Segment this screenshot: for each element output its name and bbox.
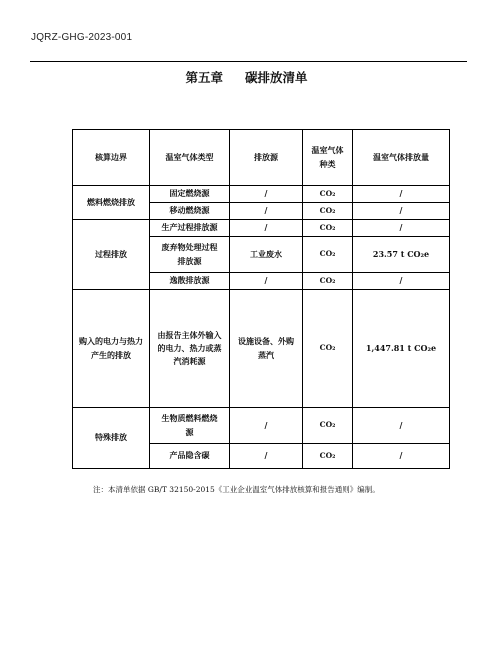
- source-cell: /: [230, 444, 303, 469]
- header-boundary: 核算边界: [73, 130, 150, 186]
- table-header-row: [73, 130, 450, 186]
- chapter-name: 碳排放清单: [245, 70, 308, 85]
- source-cell: /: [230, 220, 303, 237]
- source-cell: /: [230, 186, 303, 203]
- table-row: [73, 220, 450, 237]
- source-cell: 工业废水: [230, 237, 303, 273]
- gas-kind-cell: CO₂: [303, 186, 353, 203]
- table-row: [73, 186, 450, 203]
- source-cell: /: [230, 408, 303, 444]
- gas-type-cell: 生产过程排放源: [150, 220, 230, 237]
- amount-cell: /: [353, 444, 450, 469]
- amount-cell: 23.57 t CO₂e: [353, 237, 450, 273]
- amount-cell: /: [353, 203, 450, 220]
- header-emission-amount: 温室气体排放量: [353, 130, 450, 186]
- gas-kind-cell: CO₂: [303, 408, 353, 444]
- boundary-cell: 燃料燃烧排放: [73, 186, 150, 220]
- table-row: [73, 290, 450, 408]
- table-row: [73, 408, 450, 444]
- table-footnote: 注：本清单依据 GB/T 32150-2015《工业企业温室气体排放核算和报告通则》编制。: [93, 485, 380, 494]
- boundary-cell: 特殊排放: [73, 408, 150, 469]
- gas-type-cell: 移动燃烧源: [150, 203, 230, 220]
- gas-type-cell: 生物质燃料燃烧源: [150, 408, 230, 444]
- amount-cell: /: [353, 220, 450, 237]
- boundary-cell: 过程排放: [73, 220, 150, 290]
- boundary-cell: 购入的电力与热力产生的排放: [73, 290, 150, 408]
- gas-kind-cell: CO₂: [303, 220, 353, 237]
- header-gas-kind: 温室气体种类: [303, 130, 353, 186]
- gas-kind-cell: CO₂: [303, 203, 353, 220]
- gas-type-cell: 由报告主体外输入的电力、热力或蒸汽消耗源: [150, 290, 230, 408]
- gas-kind-cell: CO₂: [303, 273, 353, 290]
- gas-type-cell: 逸散排放源: [150, 273, 230, 290]
- header-rule: [30, 61, 467, 62]
- header-gas-type: 温室气体类型: [150, 130, 230, 186]
- gas-kind-cell: CO₂: [303, 237, 353, 273]
- amount-cell: /: [353, 408, 450, 444]
- source-cell: /: [230, 203, 303, 220]
- amount-cell: /: [353, 186, 450, 203]
- gas-type-cell: 产品隐含碳: [150, 444, 230, 469]
- gas-type-cell: 废弃物处理过程排放源: [150, 237, 230, 273]
- chapter-title: [0, 68, 493, 86]
- gas-kind-cell: CO₂: [303, 444, 353, 469]
- source-cell: 设施设备、外购蒸汽: [230, 290, 303, 408]
- chapter-number: 第五章: [185, 70, 223, 85]
- header-source: 排放源: [230, 130, 303, 186]
- amount-cell: 1,447.81 t CO₂e: [353, 290, 450, 408]
- document-code: JQRZ-GHG-2023-001: [31, 32, 133, 43]
- source-cell: /: [230, 273, 303, 290]
- emission-inventory-table: [72, 129, 450, 469]
- gas-kind-cell: CO₂: [303, 290, 353, 408]
- gas-type-cell: 固定燃烧源: [150, 186, 230, 203]
- amount-cell: /: [353, 273, 450, 290]
